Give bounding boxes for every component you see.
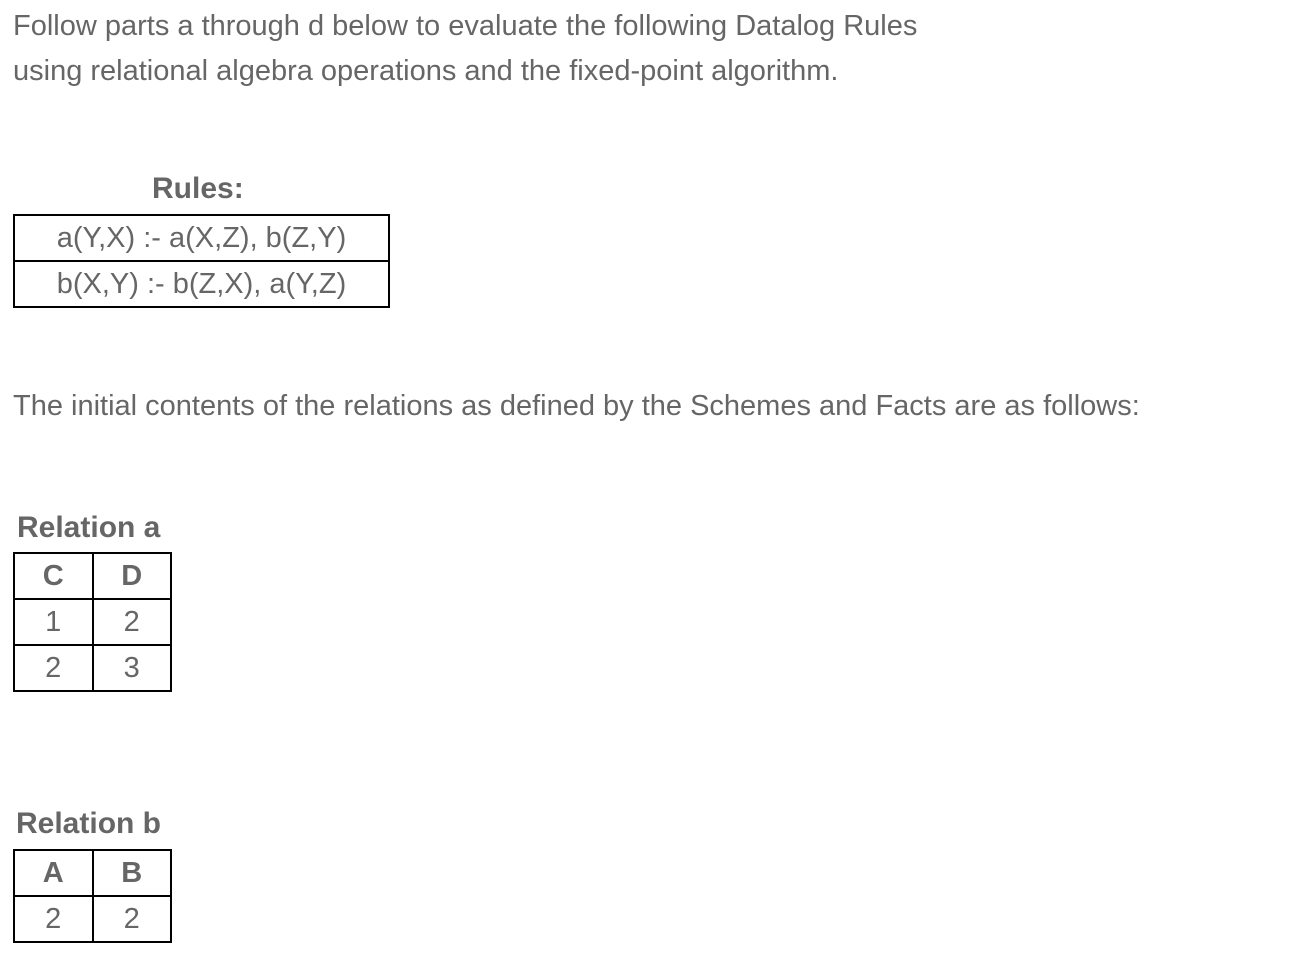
relation-a-cell: 2: [14, 645, 93, 691]
rules-table: [13, 214, 390, 308]
relation-a-cell: 1: [14, 599, 93, 645]
relation-a-cell: 3: [93, 645, 172, 691]
relation-b-header-b: B: [93, 850, 172, 896]
rule-1: a(Y,X) :- a(X,Z), b(Z,Y): [14, 215, 389, 261]
rule-2: b(X,Y) :- b(Z,X), a(Y,Z): [14, 261, 389, 307]
relation-a-table: [13, 552, 172, 692]
relation-b-caption: Relation b: [16, 807, 162, 840]
relation-b-cell: 2: [14, 896, 93, 942]
relation-a-header-d: D: [93, 553, 172, 599]
table-row: [14, 599, 171, 645]
relation-a-cell: 2: [93, 599, 172, 645]
relation-b-table: [13, 849, 172, 943]
intro-line-2: using relational algebra operations and the fixed-point algorithm.: [13, 55, 839, 87]
relation-a-caption: Relation a: [17, 511, 161, 544]
table-row: [14, 645, 171, 691]
rules-caption: Rules:: [152, 172, 244, 205]
rule-row: [14, 215, 389, 261]
rule-row: [14, 261, 389, 307]
relation-a-header-row: [14, 553, 171, 599]
intro-line-1: Follow parts a through d below to evaluate the following Datalog Rules: [13, 10, 918, 42]
intro-paragraph: [13, 4, 917, 94]
relation-b-cell: 2: [93, 896, 172, 942]
relations-statement: The initial contents of the relations as defined by the Schemes and Facts are as follows:: [13, 390, 1140, 422]
relation-b-header-a: A: [14, 850, 93, 896]
table-row: [14, 896, 171, 942]
relation-b-header-row: [14, 850, 171, 896]
relation-a-header-c: C: [14, 553, 93, 599]
